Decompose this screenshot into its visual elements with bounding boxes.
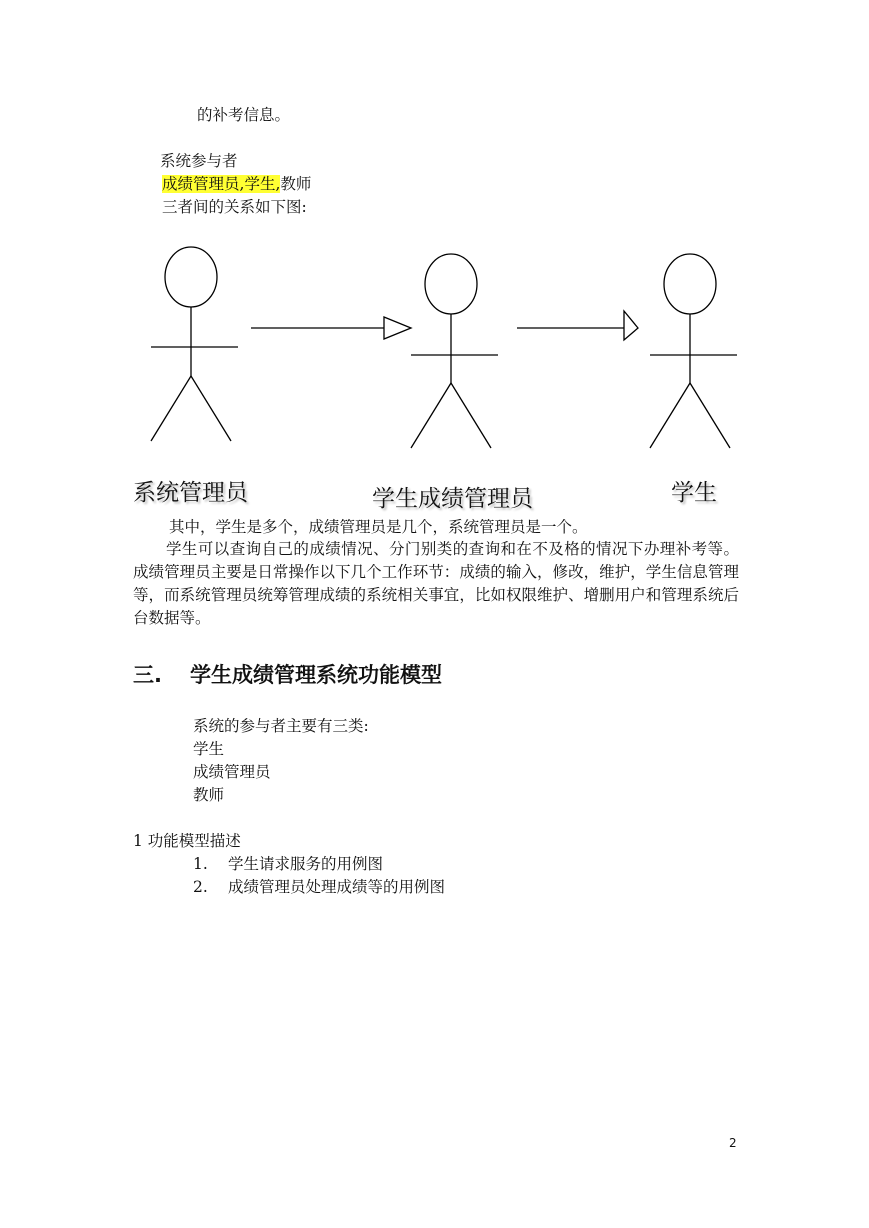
arrow-2-icon [517,311,638,340]
section-number: 三. [133,663,162,687]
actor-grade-admin-icon [411,254,498,448]
list-item-2-text: 成绩管理员处理成绩等的用例图 [228,878,446,896]
actor-label-student: 学生 [671,480,717,506]
actor-relationship-diagram [0,230,869,520]
role-item-teacher: 教师 [193,786,225,804]
participants-heading: 系统参与者 [160,152,238,170]
actor-label-grade-admin: 学生成绩管理员 [372,486,533,512]
paragraph-counts: 其中，学生是多个，成绩管理员是几个，系统管理员是一个。 [169,518,588,536]
role-item-student: 学生 [193,740,225,758]
list-item-2-number: 2. [193,878,208,896]
roles-intro: 系统的参与者主要有三类: [193,717,369,735]
function-model-heading: 1 功能模型描述 [133,832,241,850]
page-number: 2 [729,1136,737,1150]
list-item-1-number: 1. [193,855,208,873]
paragraph-roles-description: 学生可以查询自己的成绩情况、分门别类的查询和在不及格的情况下办理补考等。成绩管理员主要是日常操作以下几个工作环节：成绩的输入，修改，维护，学生信息管理等，而系统管理员统筹管理成绩的系统相关事宜，比如权限维护、增删用户和管理系统后台数据等。 [133,540,739,627]
actor-label-system-admin: 系统管理员 [133,480,248,506]
role-item-grade-admin: 成绩管理员 [193,763,271,781]
highlight-admin: 成绩管理员, [162,175,245,193]
actor-system-admin-icon [151,247,238,441]
section-title: 学生成绩管理系统功能模型 [190,663,442,687]
continued-text: 的补考信息。 [197,106,291,124]
list-item-1-text: 学生请求服务的用例图 [228,855,384,873]
arrow-1-icon [251,317,411,339]
teacher-text: 教师 [280,175,312,193]
relation-line: 三者间的关系如下图: [162,198,307,216]
actor-student-icon [650,254,737,448]
participants-list [162,173,311,195]
highlight-student: 学生, [244,175,281,193]
